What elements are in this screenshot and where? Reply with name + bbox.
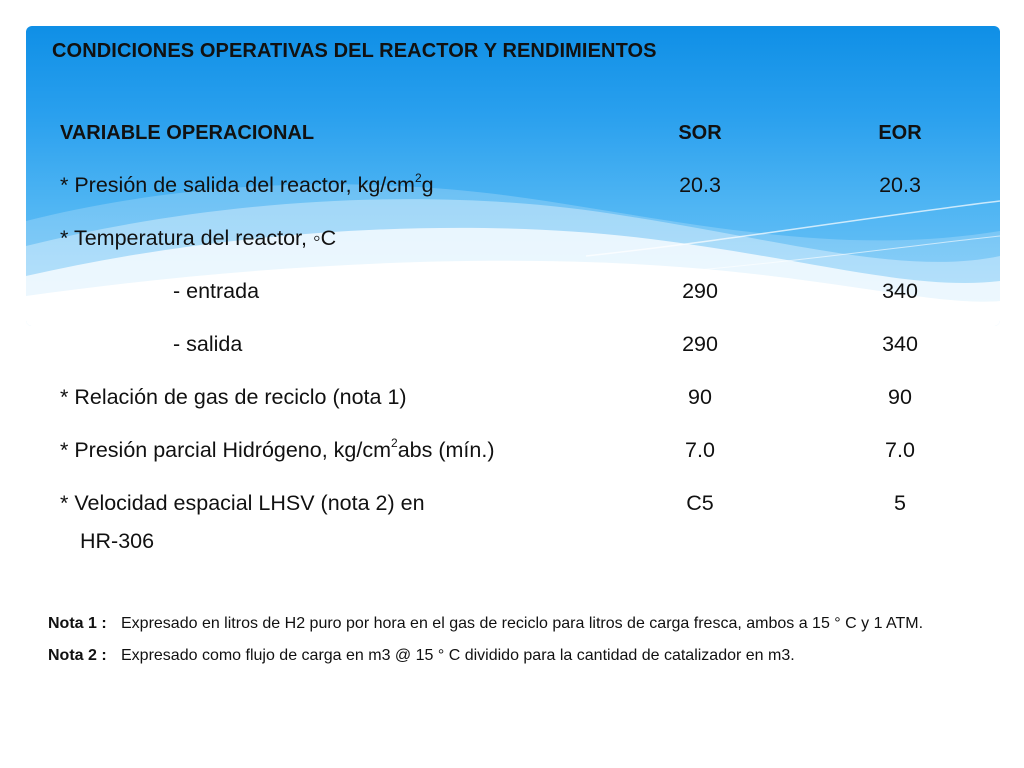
table-row	[60, 324, 960, 377]
row-eor-value: 340	[882, 279, 918, 303]
table-row	[60, 218, 960, 271]
table-row	[60, 271, 960, 324]
note-label: Nota 2 :	[48, 647, 107, 664]
row-eor-value: 20.3	[879, 173, 921, 197]
table-row	[60, 377, 960, 430]
table-header-row	[60, 112, 960, 165]
footnotes	[48, 612, 988, 676]
header-eor: EOR	[878, 122, 922, 144]
row-eor-value: 7.0	[885, 438, 915, 462]
header-sor: SOR	[678, 122, 722, 144]
row-label: - salida	[173, 332, 243, 356]
row-label-continuation: HR-306	[80, 529, 155, 553]
row-label: - entrada	[173, 279, 260, 303]
row-sor-value: 7.0	[685, 438, 715, 462]
row-sor-value: 90	[688, 385, 712, 409]
note-1	[48, 612, 988, 636]
note-text: Expresado como flujo de carga en m3 @ 15 ° C dividido para la cantidad de catalizador en m3.	[121, 647, 795, 664]
note-2	[48, 644, 988, 668]
row-sor-value: 290	[682, 279, 718, 303]
row-sor-value: C5	[686, 491, 714, 515]
row-eor-value: 90	[888, 385, 912, 409]
operating-conditions-table	[60, 112, 960, 553]
row-eor-value: 5	[894, 491, 906, 515]
row-label: * Presión parcial Hidrógeno, $kg/cm^2abs$ (mín.)	[60, 436, 495, 463]
header-variable: VARIABLE OPERACIONAL	[60, 122, 315, 144]
row-sor-value: 20.3	[679, 173, 721, 197]
row-label: * Relación de gas de reciclo (nota 1)	[60, 385, 407, 409]
slide-title: CONDICIONES OPERATIVAS DEL REACTOR Y RENDIMIENTOS	[52, 40, 657, 62]
table-row	[60, 483, 960, 553]
note-label: Nota 1 :	[48, 615, 107, 632]
row-label: * Velocidad espacial LHSV (nota 2) en	[60, 491, 425, 515]
note-text: Expresado en litros de H2 puro por hora en el gas de reciclo para litros de carga fresca, ambos a 15 ° C y 1 ATM.	[121, 615, 924, 632]
row-label: * Presión de salida del reactor, $kg/cm^2g$	[60, 171, 434, 198]
table-row	[60, 165, 960, 218]
row-label: * Temperatura del reactor, ◦C	[60, 226, 337, 250]
table-row	[60, 430, 960, 483]
row-eor-value: 340	[882, 332, 918, 356]
row-sor-value: 290	[682, 332, 718, 356]
